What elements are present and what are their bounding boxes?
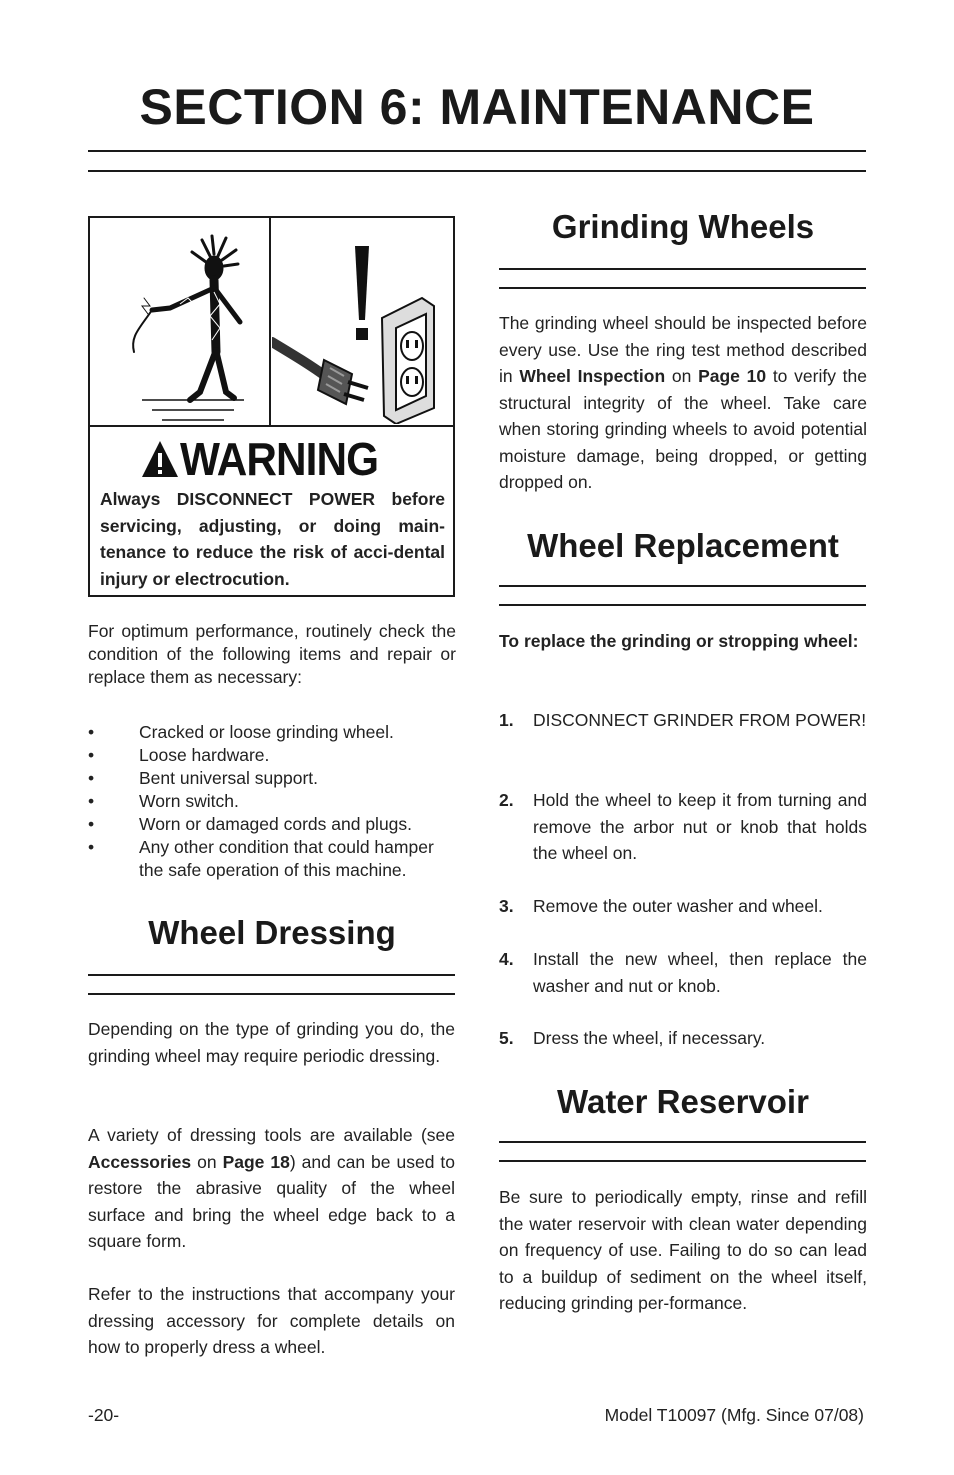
step-item: 2. Hold the wheel to keep it from turning and remove the arbor nut or knob that holds the wheel on. — [499, 790, 867, 863]
wall-outlet-icon — [382, 298, 434, 424]
power-plug-icon — [272, 228, 452, 424]
title-rule-bottom — [88, 170, 866, 172]
rule — [88, 993, 455, 995]
warning-text: Always DISCONNECT POWER before servicing, adjusting, or doing main-tenance to reduce the risk of acci-dental injury or electrocution. — [100, 489, 445, 589]
heading-water-reservoir: Water Reservoir — [557, 1083, 809, 1120]
rule — [499, 604, 866, 606]
rule — [499, 1141, 866, 1143]
list-item: • Cracked or loose grinding wheel. — [88, 722, 394, 742]
grinding-wheels-text: The grinding wheel should be inspected before every use. Use the ring test method described in Wheel Inspection on Page 10 to verify the structural integrity of the wheel. Take care when storing grinding wheels to avoid potential moisture damage, being dropped, or getting dropped on. — [499, 313, 868, 492]
list-item: • Loose hardware. — [88, 745, 270, 765]
warning-box — [88, 216, 455, 597]
intro-text: For optimum performance, routinely check the condition of the following items and repair or replace them as necessary: — [88, 621, 456, 687]
page-title: SECTION 6: MAINTENANCE — [139, 79, 815, 135]
heading-wheel-replacement: Wheel Replacement — [527, 527, 839, 564]
list-item: • Worn or damaged cords and plugs. — [88, 814, 413, 834]
wheel-dressing-p2: A variety of dressing tools are available (see Accessories on Page 18) and can be used to restore the abrasive quality of the wheel surface and bring the wheel edge back to a square form. — [88, 1125, 456, 1251]
rule — [499, 287, 866, 289]
list-item: • Any other condition that could hamper the safe operation of this machine. — [88, 837, 434, 880]
warning-word: WARNING — [180, 433, 379, 485]
step-item: 4. Install the new wheel, then replace the washer and nut or knob. — [499, 949, 867, 996]
wheel-dressing-p3: Refer to the instructions that accompany your dressing accessory for complete details on how to properly dress a wheel. — [88, 1284, 455, 1357]
model-info: Model T10097 (Mfg. Since 07/08) — [604, 1405, 864, 1425]
electrocution-figure-icon — [130, 232, 260, 422]
list-item: • Worn switch. — [88, 791, 239, 811]
step-item: 3. Remove the outer washer and wheel. — [499, 896, 823, 916]
replacement-lead: To replace the grinding or stropping wheel: — [499, 631, 859, 651]
heading-grinding-wheels: Grinding Wheels — [551, 208, 815, 245]
water-reservoir-text: Be sure to periodically empty, rinse and refill the water reservoir with clean water depending on frequency of use. Failing to do so can lead to a buildup of sediment on the wheel itself, reducing grinding per-formance. — [499, 1187, 867, 1313]
rule — [499, 585, 866, 587]
warning-triangle-icon — [140, 439, 180, 479]
warning-divider-vertical — [269, 218, 271, 426]
warning-header — [140, 433, 395, 485]
step-item: 1. DISCONNECT GRINDER FROM POWER! — [499, 710, 867, 730]
wheel-dressing-p1: Depending on the type of grinding you do, the grinding wheel may require periodic dressing. — [88, 1019, 455, 1066]
page-number: -20- — [88, 1405, 120, 1425]
rule — [499, 1160, 866, 1162]
checklist — [88, 721, 460, 882]
rule — [499, 268, 866, 270]
warning-exclamation-icon — [355, 246, 369, 340]
list-item: • Bent universal support. — [88, 768, 318, 788]
rule — [88, 974, 455, 976]
warning-divider-horizontal — [90, 425, 453, 427]
heading-wheel-dressing: Wheel Dressing — [148, 914, 396, 951]
title-rule-top — [88, 150, 866, 152]
step-item: 5. Dress the wheel, if necessary. — [499, 1028, 766, 1048]
